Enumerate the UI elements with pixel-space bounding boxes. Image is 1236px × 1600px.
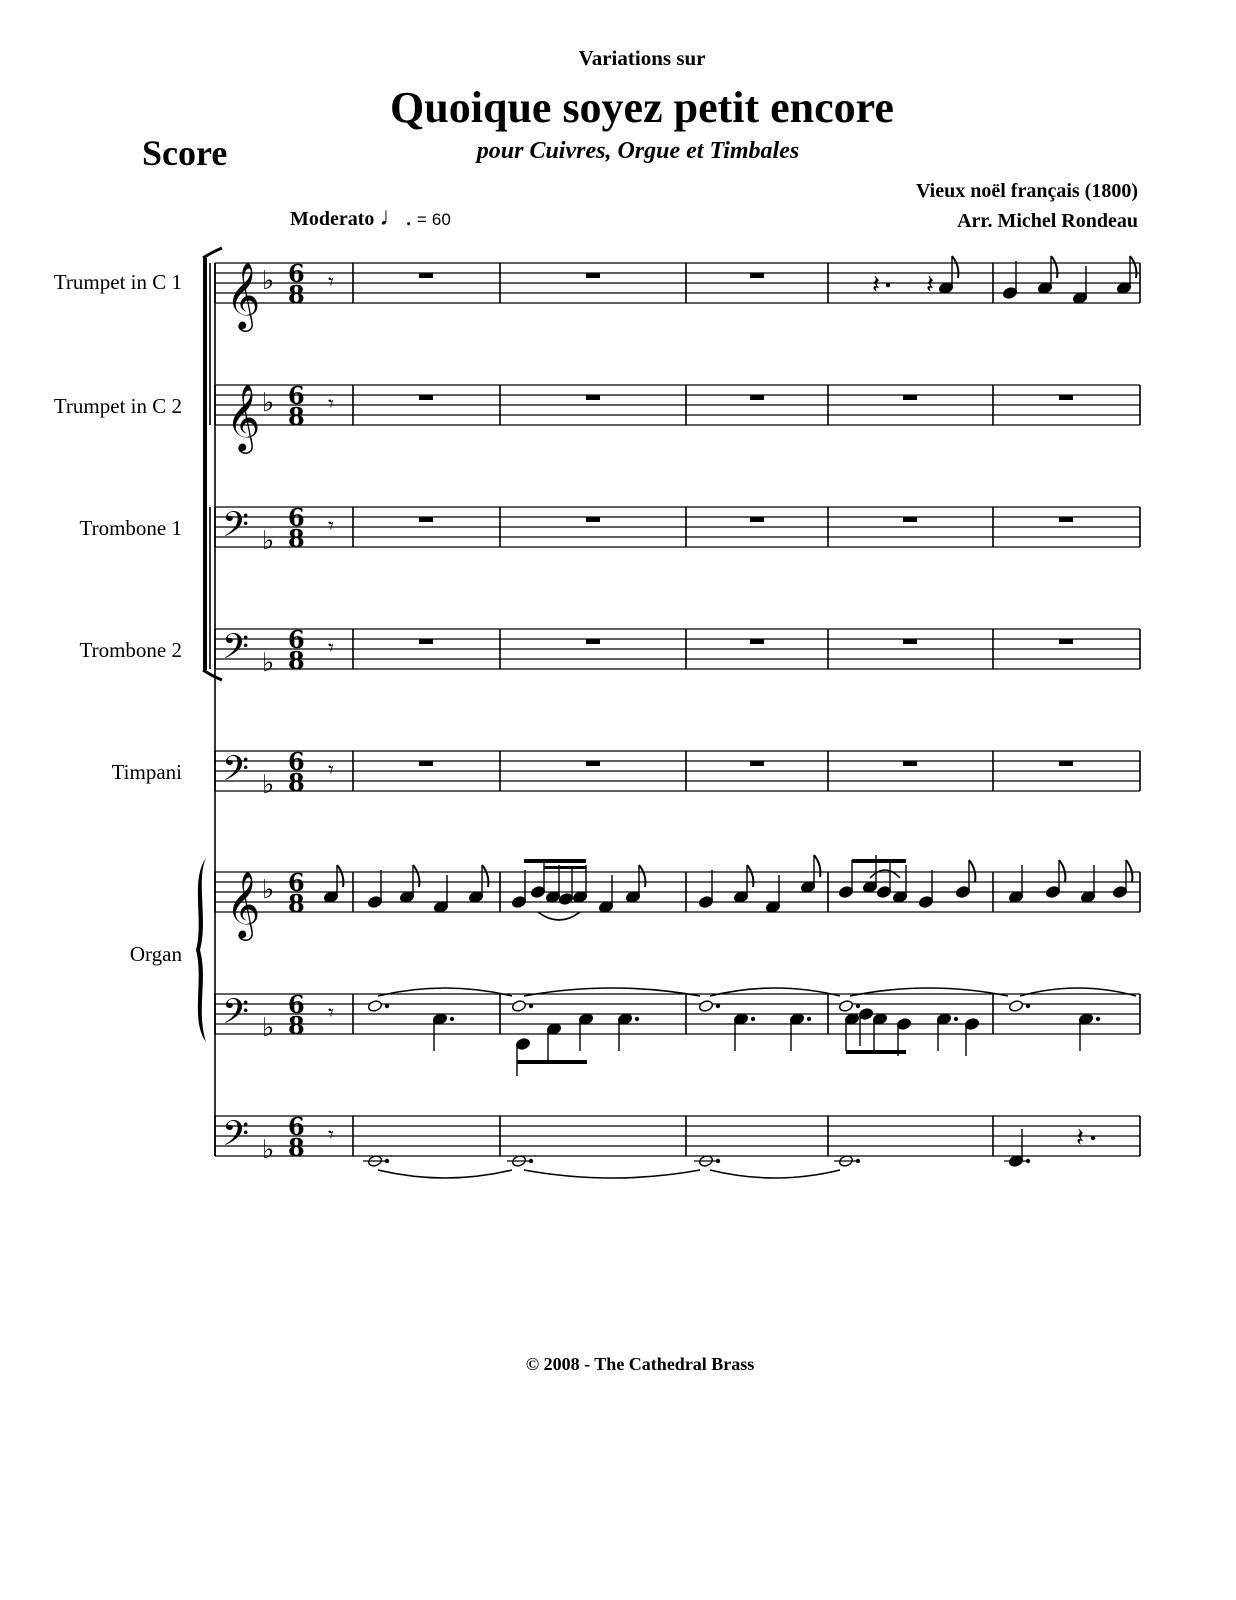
- note-dot: [1096, 1017, 1100, 1021]
- note-dot: [529, 1004, 533, 1008]
- whole-rest-icon: [903, 395, 917, 400]
- whole-rest-icon: [586, 273, 600, 278]
- time-signature-numerator: 6: [288, 990, 305, 1019]
- note-flag: [952, 256, 958, 278]
- time-signature-numerator: 6: [288, 503, 305, 532]
- tie: [1020, 988, 1136, 996]
- beam: [846, 1050, 906, 1054]
- note-dot: [751, 1017, 755, 1021]
- note-flag: [1126, 860, 1132, 882]
- note-flag: [1059, 860, 1065, 882]
- whole-rest-icon: [903, 639, 917, 644]
- note-flag: [482, 865, 488, 887]
- note-flag: [814, 855, 820, 877]
- whole-rest-icon: [1059, 639, 1073, 644]
- dotted-quarter-note-icon: ♩.: [379, 202, 412, 231]
- whole-rest-icon: [586, 517, 600, 522]
- eighth-rest-icon: 𝄾: [328, 758, 334, 783]
- treble-clef-icon: 𝄞: [226, 383, 261, 451]
- quarter-rest-icon: 𝄽: [926, 270, 934, 300]
- time-signature-denominator: 8: [288, 1133, 305, 1162]
- copyright: © 2008 - The Cathedral Brass: [525, 1354, 755, 1374]
- time-signature-denominator: 8: [288, 889, 305, 918]
- pretitle: Variations sur: [578, 46, 706, 70]
- whole-rest-icon: [903, 517, 917, 522]
- tie: [538, 912, 580, 920]
- organ-brace: [196, 858, 206, 1042]
- note-dot: [635, 1017, 639, 1021]
- tie: [710, 988, 840, 996]
- flat-icon: ♭: [262, 770, 275, 800]
- note-dot: [886, 283, 890, 287]
- time-signature-numerator: 6: [288, 625, 305, 654]
- barlines: [215, 263, 1140, 1156]
- whole-rest-icon: [1059, 761, 1073, 766]
- tempo-bpm: 60: [431, 210, 451, 229]
- tie: [524, 1170, 700, 1178]
- time-signature-denominator: 8: [288, 1011, 305, 1040]
- whole-rest-icon: [586, 761, 600, 766]
- tempo-text: Moderato: [290, 208, 375, 230]
- time-signature-numerator: 6: [288, 259, 305, 288]
- eighth-rest-icon: 𝄾: [328, 636, 334, 661]
- instrument-label-trumpet-1: Trumpet in C 1: [53, 270, 182, 294]
- whole-rest-icon: [1059, 517, 1073, 522]
- note-flag: [337, 865, 343, 887]
- flat-icon: ♭: [262, 526, 275, 556]
- quarter-rest-icon: 𝄽: [872, 270, 880, 300]
- time-signature-denominator: 8: [288, 768, 305, 797]
- whole-rest-icon: [750, 395, 764, 400]
- note-flag: [1130, 256, 1136, 278]
- note-flag: [1051, 256, 1057, 278]
- eighth-rest-icon: 𝄾: [328, 392, 334, 417]
- score-label: Score: [142, 133, 228, 173]
- whole-rest-icon: [1059, 395, 1073, 400]
- whole-rest-icon: [419, 639, 433, 644]
- bass-clef-icon: 𝄢: [222, 1113, 250, 1162]
- half-note-head: [1008, 999, 1023, 1012]
- whole-rest-icon: [419, 517, 433, 522]
- time-signature-numerator: 6: [288, 381, 305, 410]
- tie: [524, 988, 700, 996]
- note-dot: [385, 1004, 389, 1008]
- note-dot: [954, 1017, 958, 1021]
- whole-rest-icon: [586, 395, 600, 400]
- half-note-head: [511, 999, 526, 1012]
- eighth-rest-icon: 𝄾: [328, 1123, 334, 1148]
- flat-icon: ♭: [262, 388, 275, 418]
- whole-rest-icon: [903, 761, 917, 766]
- bass-clef-icon: 𝄢: [222, 626, 250, 675]
- quarter-rest-icon: 𝄽: [1076, 1123, 1084, 1153]
- note-flag: [639, 865, 645, 887]
- whole-rest-icon: [419, 273, 433, 278]
- flat-icon: ♭: [262, 875, 275, 905]
- whole-rest-icon: [750, 761, 764, 766]
- subtitle: pour Cuivres, Orgue et Timbales: [476, 138, 800, 164]
- eighth-rest-icon: 𝄾: [328, 270, 334, 295]
- treble-clef-icon: 𝄞: [226, 870, 261, 938]
- time-signature-denominator: 8: [288, 402, 305, 431]
- notation-glyphs: [196, 248, 1136, 1178]
- tie: [378, 1170, 512, 1178]
- time-signature-denominator: 8: [288, 280, 305, 309]
- beam: [517, 1060, 587, 1064]
- note-flag: [747, 865, 753, 887]
- half-note-head: [698, 999, 713, 1012]
- treble-clef-icon: 𝄞: [226, 261, 261, 329]
- flat-icon: ♭: [262, 266, 275, 296]
- flat-icon: ♭: [262, 1013, 275, 1043]
- whole-rest-icon: [750, 517, 764, 522]
- half-note-head: [838, 999, 853, 1012]
- note-dot: [1026, 1004, 1030, 1008]
- time-signature-denominator: 8: [288, 646, 305, 675]
- bass-clef-icon: 𝄢: [222, 504, 250, 553]
- tie: [870, 870, 900, 878]
- bracket-hook-bottom: [203, 670, 222, 680]
- beam: [544, 866, 586, 869]
- bracket-hook-top: [203, 248, 222, 258]
- beam: [524, 859, 586, 863]
- time-signature-numerator: 6: [288, 747, 305, 776]
- tie: [378, 988, 512, 996]
- tie: [710, 1170, 840, 1178]
- whole-rest-icon: [419, 761, 433, 766]
- note-dot: [450, 1017, 454, 1021]
- instrument-label-trumpet-2: Trumpet in C 2: [53, 394, 182, 418]
- whole-rest-icon: [750, 273, 764, 278]
- page-title: Quoique soyez petit encore: [390, 83, 894, 132]
- instrument-label-trombone-2: Trombone 2: [79, 638, 182, 662]
- bass-clef-icon: 𝄢: [222, 991, 250, 1040]
- instrument-label-timpani: Timpani: [111, 760, 182, 784]
- eighth-rest-icon: 𝄾: [328, 514, 334, 539]
- note-flag: [969, 860, 975, 882]
- composer-credit: Vieux noël français (1800): [915, 180, 1138, 202]
- flat-icon: ♭: [262, 1135, 275, 1165]
- half-note-head: [367, 999, 382, 1012]
- beam: [852, 859, 906, 863]
- flat-icon: ♭: [262, 648, 275, 678]
- time-signature-numerator: 6: [288, 1112, 305, 1141]
- whole-rest-icon: [419, 395, 433, 400]
- whole-rest-icon: [750, 639, 764, 644]
- note-dot: [716, 1004, 720, 1008]
- time-signature-numerator: 6: [288, 868, 305, 897]
- brass-bracket: [203, 258, 207, 670]
- instrument-label-trombone-1: Trombone 1: [79, 516, 182, 540]
- eighth-rest-icon: 𝄾: [328, 1001, 334, 1026]
- tempo-equals: =: [416, 210, 427, 229]
- note-dot: [807, 1017, 811, 1021]
- note-dot: [856, 1004, 860, 1008]
- instrument-label-organ: Organ: [129, 942, 182, 966]
- whole-rest-icon: [586, 639, 600, 644]
- tie: [850, 988, 1008, 996]
- note-dot: [1091, 1136, 1095, 1140]
- arranger-credit: Arr. Michel Rondeau: [957, 210, 1138, 232]
- time-signature-denominator: 8: [288, 524, 305, 553]
- bass-clef-icon: 𝄢: [222, 748, 250, 797]
- note-flag: [413, 865, 419, 887]
